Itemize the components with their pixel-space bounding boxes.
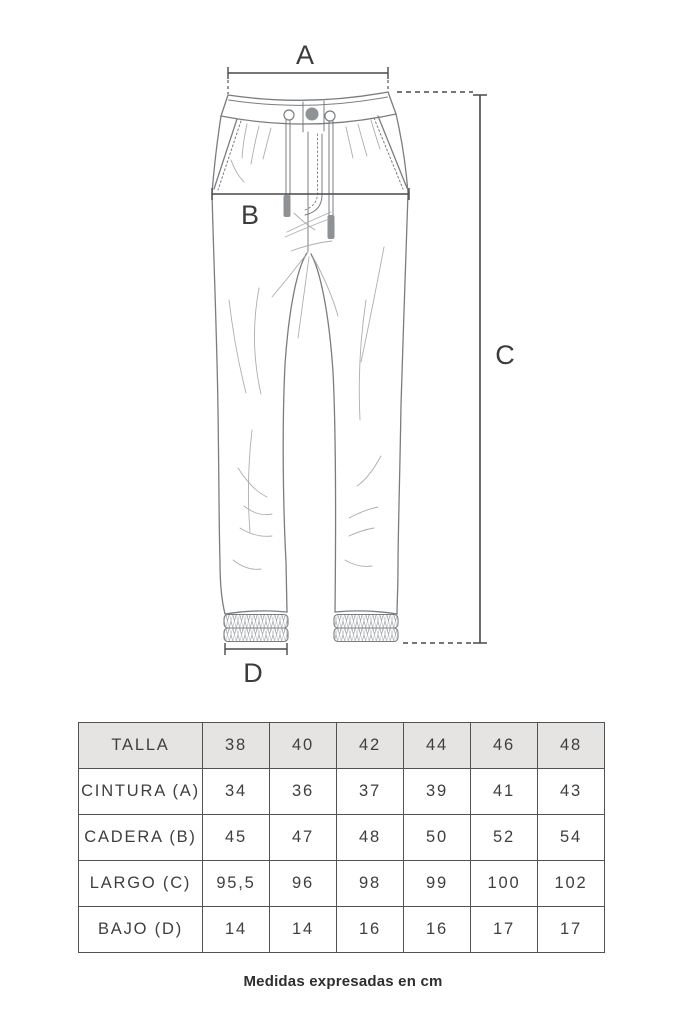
size-value: 45 [203, 815, 270, 861]
measure-a-dashes [228, 80, 388, 94]
size-col-header: 48 [538, 723, 605, 769]
right-eyelet [325, 111, 335, 121]
size-value: 17 [471, 907, 538, 953]
size-value: 52 [471, 815, 538, 861]
size-value: 41 [471, 769, 538, 815]
size-value: 34 [203, 769, 270, 815]
left-leg-inseam [283, 253, 307, 612]
measurement-lines [212, 67, 487, 655]
right-leg-outer [397, 193, 408, 614]
size-value: 100 [471, 861, 538, 907]
size-col-header: 46 [471, 723, 538, 769]
waistband-top-edge [228, 92, 388, 100]
size-col-header: 44 [404, 723, 471, 769]
size-value: 95,5 [203, 861, 270, 907]
size-table [78, 722, 605, 953]
size-table-corner-header: TALLA [79, 723, 203, 769]
pants-sketch [212, 92, 408, 642]
size-value: 96 [270, 861, 337, 907]
label-a: A [295, 40, 315, 70]
size-value: 16 [404, 907, 471, 953]
size-col-header: 42 [337, 723, 404, 769]
left-eyelet [284, 110, 294, 120]
left-drawcord [286, 120, 290, 195]
label-c: C [495, 340, 515, 370]
row-label: BAJO (D) [79, 907, 203, 953]
fly-j-stitch [305, 134, 318, 210]
right-cuff [334, 615, 398, 642]
size-value: 102 [538, 861, 605, 907]
size-value: 43 [538, 769, 605, 815]
row-label: CADERA (B) [79, 815, 203, 861]
row-label: CINTURA (A) [79, 769, 203, 815]
front-button [306, 108, 319, 121]
right-drawcord [329, 121, 333, 215]
right-aglet [328, 215, 335, 239]
right-leg-hem [335, 611, 397, 614]
left-pocket-seam [214, 119, 237, 189]
table-row-largo [79, 861, 605, 907]
size-value: 39 [404, 769, 471, 815]
size-value: 99 [404, 861, 471, 907]
size-value: 50 [404, 815, 471, 861]
table-row-bajo [79, 907, 605, 953]
size-value: 14 [203, 907, 270, 953]
size-value: 47 [270, 815, 337, 861]
size-value: 16 [337, 907, 404, 953]
left-leg-hem [225, 611, 287, 614]
units-note: Medidas expresadas en cm [243, 973, 443, 990]
size-col-header: 40 [270, 723, 337, 769]
right-leg-inseam [311, 254, 336, 612]
table-row-cadera [79, 815, 605, 861]
fabric-wrinkles [229, 120, 384, 569]
size-value: 98 [337, 861, 404, 907]
size-value: 48 [337, 815, 404, 861]
left-cuff [224, 615, 288, 642]
size-value: 17 [538, 907, 605, 953]
row-label: LARGO (C) [79, 861, 203, 907]
left-leg-outer [212, 193, 225, 614]
size-value: 36 [270, 769, 337, 815]
size-col-header: 38 [203, 723, 270, 769]
label-d: D [243, 658, 263, 688]
size-value: 37 [337, 769, 404, 815]
size-value: 54 [538, 815, 605, 861]
size-table-header-row [79, 723, 605, 769]
table-row-cintura [79, 769, 605, 815]
left-pocket-stitch [218, 121, 241, 190]
right-hip-outline [396, 114, 408, 193]
label-b: B [240, 200, 260, 230]
left-aglet [284, 195, 291, 217]
size-value: 14 [270, 907, 337, 953]
